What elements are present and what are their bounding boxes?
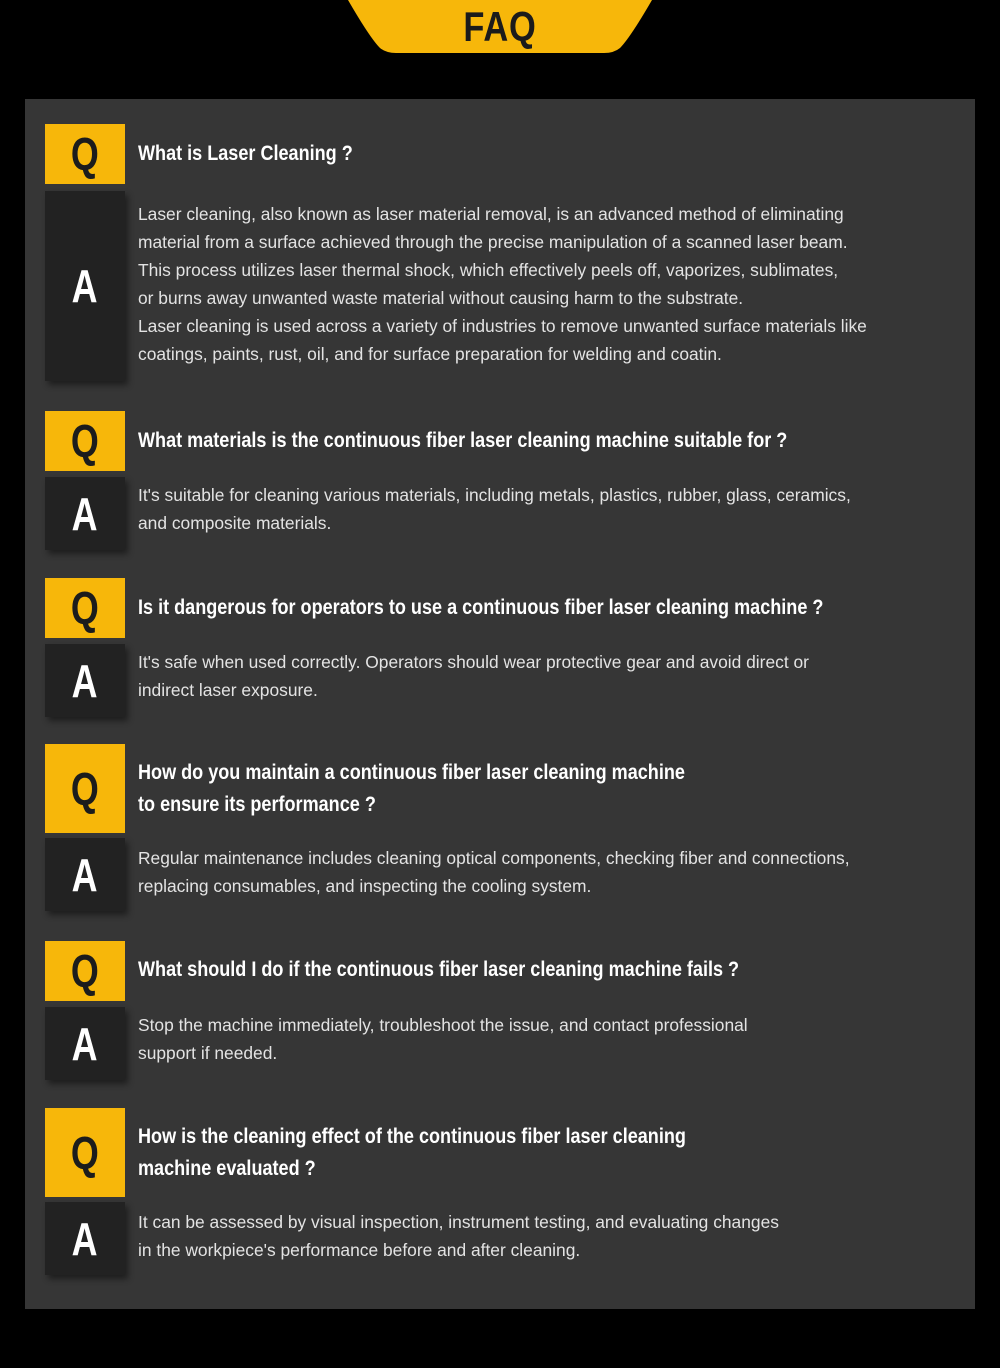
- question-badge: [45, 578, 125, 638]
- question-badge: [45, 941, 125, 1001]
- answer-text: [138, 1208, 970, 1264]
- question-line: Is it dangerous for operators to use a continuous fiber laser cleaning machine ?: [138, 596, 824, 619]
- answer-line: Stop the machine immediately, troubleshoot the issue, and contact professional: [138, 1015, 748, 1035]
- question-line: How do you maintain a continuous fiber laser cleaning machine: [138, 761, 685, 784]
- answer-badge: [45, 1007, 125, 1080]
- answer-badge: [45, 838, 125, 911]
- answer-line: This process utilizes laser thermal shock, which effectively peels off, vaporizes, sublimates,: [138, 260, 839, 280]
- answer-line: indirect laser exposure.: [138, 680, 318, 700]
- question-line: What should I do if the continuous fiber laser cleaning machine fails ?: [138, 958, 740, 981]
- question-letter: Q: [71, 945, 99, 997]
- question-text: [138, 757, 685, 821]
- answer-letter: A: [72, 848, 98, 901]
- answer-line: Laser cleaning is used across a variety of industries to remove unwanted surface materials like: [138, 316, 867, 336]
- answer-letter: A: [72, 1017, 98, 1070]
- answer-line: in the workpiece's performance before and after cleaning.: [138, 1240, 581, 1260]
- answer-line: replacing consumables, and inspecting the cooling system.: [138, 876, 592, 896]
- faq-header-tab: [0, 0, 1000, 56]
- question-text: [138, 954, 739, 986]
- answer-line: support if needed.: [138, 1043, 278, 1063]
- answer-letter: A: [72, 1212, 98, 1265]
- question-text: [138, 138, 353, 170]
- answer-badge: [45, 477, 125, 550]
- page-title: FAQ: [463, 3, 537, 50]
- question-badge: [45, 744, 125, 833]
- question-text: [138, 425, 787, 457]
- answer-badge: [45, 191, 125, 381]
- answer-line: coatings, paints, rust, oil, and for surface preparation for welding and coatin.: [138, 344, 722, 364]
- answer-text: [138, 648, 970, 704]
- question-line: to ensure its performance ?: [138, 793, 376, 816]
- answer-line: material from a surface achieved through the precise manipulation of a scanned laser beam.: [138, 232, 848, 252]
- question-text: [138, 592, 823, 624]
- answer-letter: A: [72, 260, 98, 312]
- question-letter: Q: [71, 128, 99, 180]
- answer-line: Laser cleaning, also known as laser material removal, is an advanced method of eliminating: [138, 204, 844, 224]
- question-badge: [45, 1108, 125, 1197]
- question-line: machine evaluated ?: [138, 1157, 316, 1180]
- question-badge: [45, 124, 125, 184]
- answer-letter: A: [72, 654, 98, 707]
- question-line: What materials is the continuous fiber laser cleaning machine suitable for ?: [138, 429, 788, 452]
- answer-line: Regular maintenance includes cleaning optical components, checking fiber and connections,: [138, 848, 850, 868]
- question-letter: Q: [71, 762, 99, 815]
- answer-line: or burns away unwanted waste material without causing harm to the substrate.: [138, 288, 744, 308]
- answer-text: [138, 1011, 970, 1067]
- answer-text: [138, 200, 970, 368]
- answer-badge: [45, 1202, 125, 1275]
- answer-line: It's safe when used correctly. Operators should wear protective gear and avoid direct or: [138, 652, 809, 672]
- question-text: [138, 1121, 686, 1185]
- question-line: What is Laser Cleaning ?: [138, 142, 353, 165]
- answer-text: [138, 481, 970, 537]
- question-badge: [45, 411, 125, 471]
- answer-line: and composite materials.: [138, 513, 332, 533]
- answer-line: It can be assessed by visual inspection, instrument testing, and evaluating changes: [138, 1212, 779, 1232]
- question-letter: Q: [71, 415, 99, 467]
- question-line: How is the cleaning effect of the continuous fiber laser cleaning: [138, 1125, 686, 1148]
- question-letter: Q: [71, 582, 99, 634]
- answer-text: [138, 844, 970, 900]
- answer-badge: [45, 644, 125, 717]
- answer-line: It's suitable for cleaning various materials, including metals, plastics, rubber, glass, ceramics,: [138, 485, 851, 505]
- question-letter: Q: [71, 1126, 99, 1179]
- answer-letter: A: [72, 487, 98, 540]
